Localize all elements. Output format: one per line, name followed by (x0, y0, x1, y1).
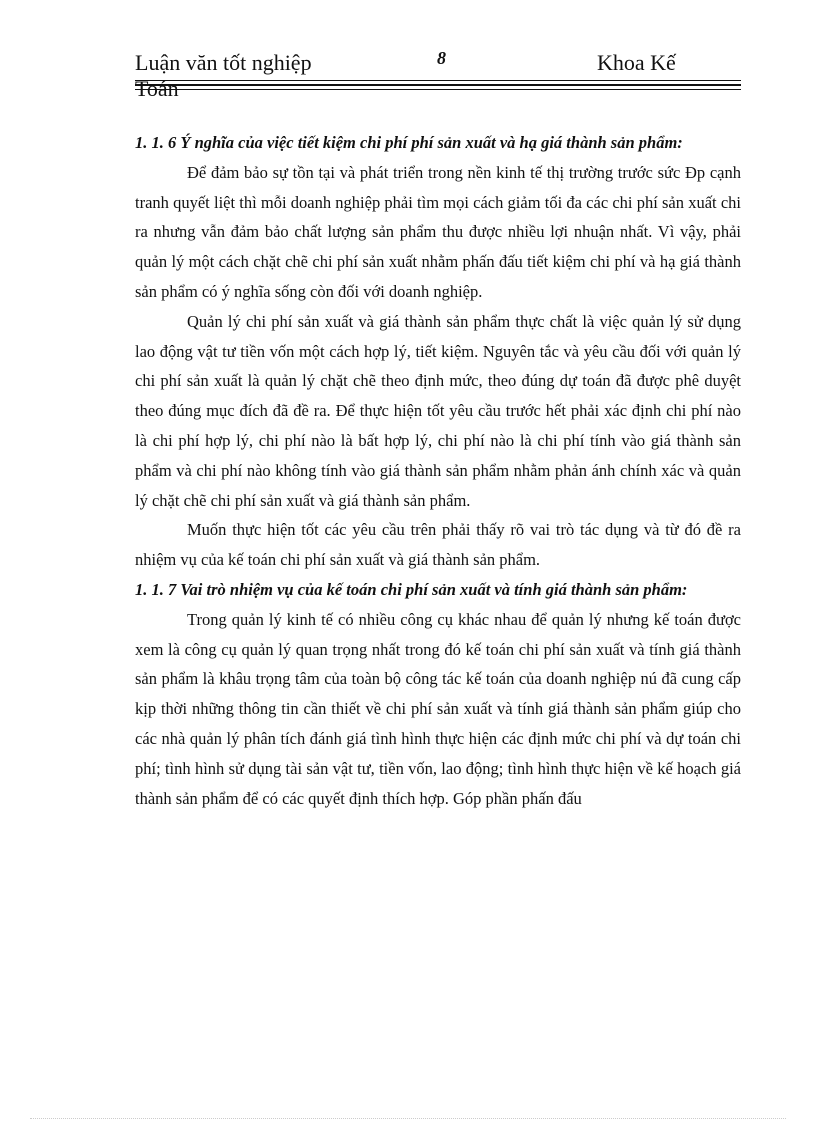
document-body (135, 128, 741, 813)
header-rule-thin-top (135, 80, 741, 81)
page-header (135, 48, 741, 100)
header-rule-thick (135, 84, 741, 86)
paragraph: Trong quản lý kinh tế có nhiều công cụ khác nhau để quản lý nhưng kế toán được xem là công cụ quản lý quan trọng nhất trong đó kế toán chi phí sản xuất và tính giá thành sản phẩm là khâu trọng tâm của toàn bộ công tác kế toán của doanh nghiệp nú đã cung cấp kịp thời những thông tin cần thiết về chi phí sản xuất và tính giá thành sản phẩm giúp cho các nhà quản lý phân tích đánh giá tình hình thực hiện các định mức chi phí và dự toán chi phí; tình hình sử dụng tài sản vật tư, tiền vốn, lao động; tình hình thực hiện về kế hoạch giá thành sản phẩm để có các quyết định thích hợp. Góp phần phấn đấu (135, 609, 741, 808)
paragraph: Để đảm bảo sự tồn tại và phát triển trong nền kinh tế thị trường trước sức Đp cạnh tranh quyết liệt thì mỗi doanh nghiệp phải tìm mọi cách giảm tối đa các chi phí sản xuất chi ra nhưng vẫn đảm bảo chất lượng sản phẩm thu được nhiều lợi nhuận nhất. Vì vậy, phải quản lý một cách chặt chẽ chi phí sản xuất nhằm phấn đấu tiết kiệm chi phí và hạ giá thành sản phẩm có ý nghĩa sống còn đối với doanh nghiệp. (135, 162, 741, 301)
header-department: Khoa Kế (597, 50, 676, 75)
section-heading: 1. 1. 6 Ý nghĩa của việc tiết kiệm chi phí phí sản xuất và hạ giá thành sản phẩm: (135, 133, 683, 152)
header-rule-thin-bottom (135, 89, 741, 90)
paragraph: Quản lý chi phí sản xuất và giá thành sản phẩm thực chất là việc quản lý sử dụng lao động vật tư tiền vốn một cách hợp lý, tiết kiệm. Nguyên tắc và yêu cầu đối với quản lý chi phí sản xuất là quản lý chặt chẽ theo định mức, theo đúng dự toán đã được phê duyệt theo đúng mục đích đã đề ra. Để thực hiện tốt yêu cầu trước hết phải xác định chi phí nào là chi phí hợp lý, chi phí nào là bất hợp lý, chi phí nào là chi phí tính vào giá thành sản phẩm và chi phí nào không tính vào giá thành sản phẩm nhằm phản ánh chính xác và quản lý chặt chẽ chi phí sản xuất và giá thành sản phẩm. (135, 311, 741, 510)
page-bottom-divider (30, 1118, 786, 1119)
page-number: 8 (437, 48, 446, 68)
header-title: Luận văn tốt nghiệp Toán (135, 50, 312, 101)
section-heading: 1. 1. 7 Vai trò nhiệm vụ của kế toán chi phí sản xuất và tính giá thành sản phẩm: (135, 579, 688, 599)
paragraph: Muốn thực hiện tốt các yêu cầu trên phải thấy rõ vai trò tác dụng và từ đó đề ra nhiệm vụ của kế toán chi phí sản xuất và giá thành sản phẩm. (135, 520, 741, 570)
